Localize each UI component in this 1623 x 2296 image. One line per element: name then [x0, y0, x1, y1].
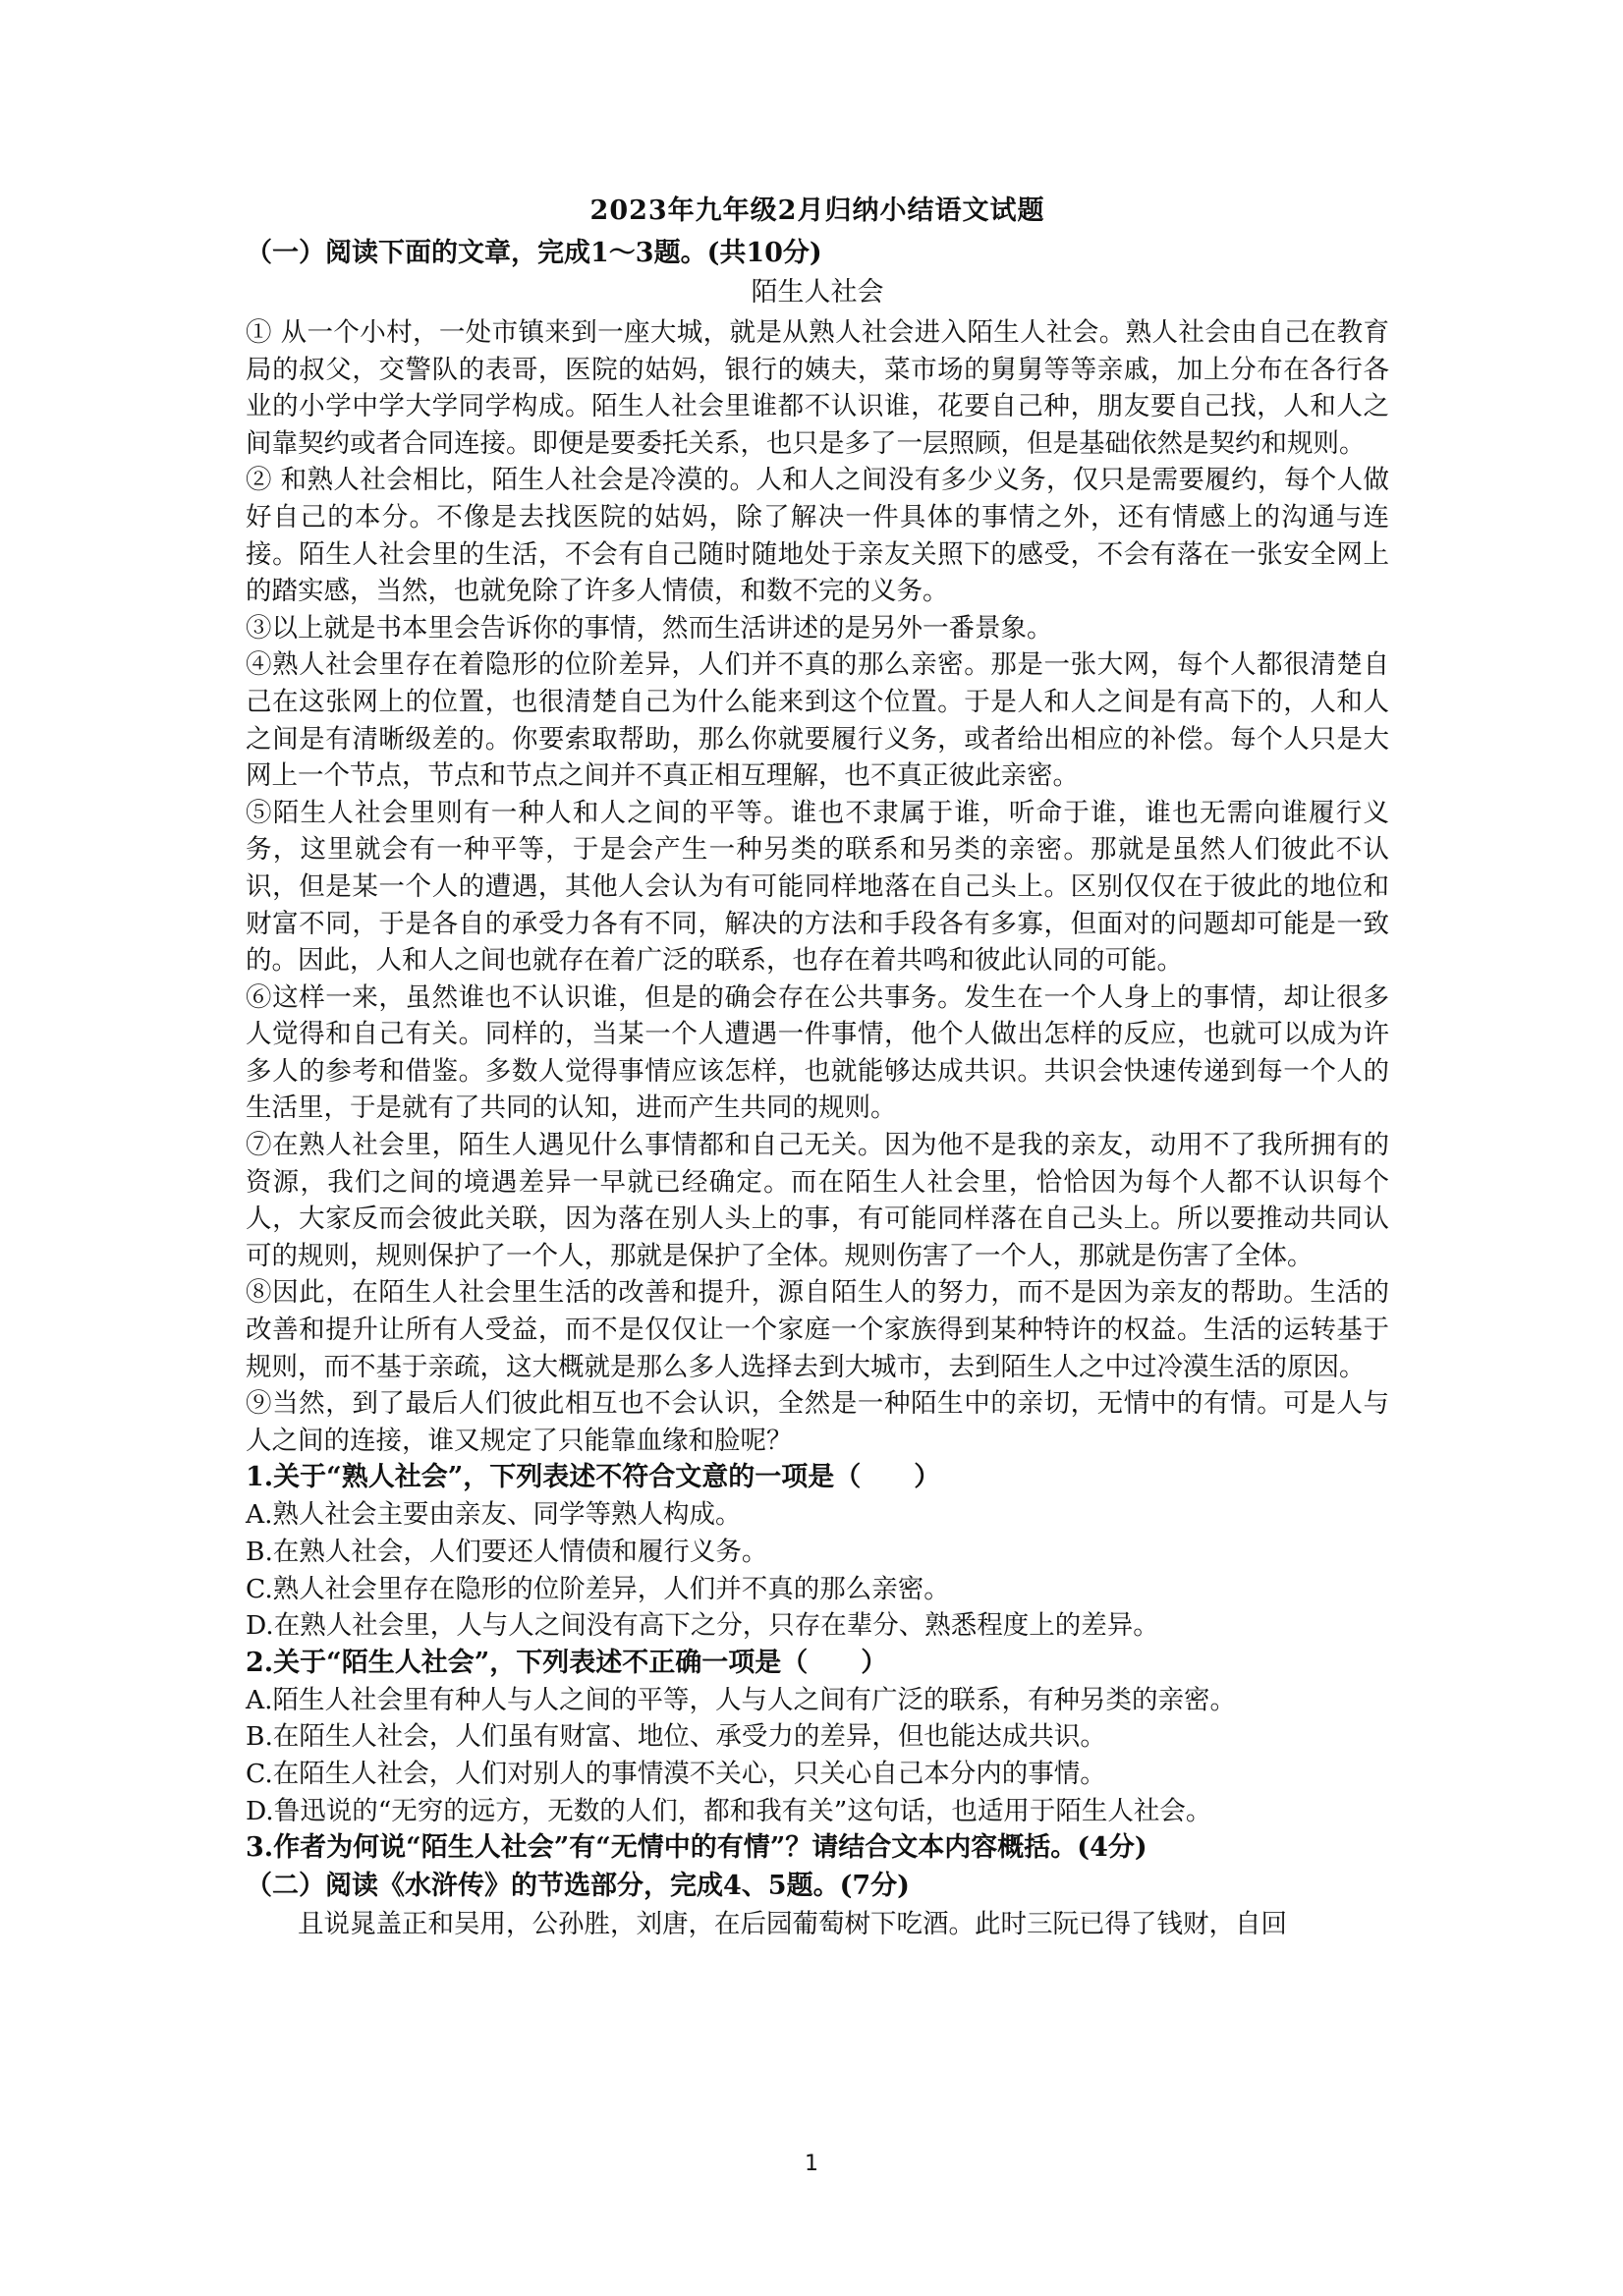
section-2	[246, 1867, 1389, 1943]
article-paragraph-1: ① 从一个小村，一处市镇来到一座大城，就是从熟人社会进入陌生人社会。熟人社会由自己在教育局的叔父，交警队的表哥，医院的姑妈，银行的姨夫，菜市场的舅舅等等亲戚，加上分布在各行各业的小学中学大学同学构成。陌生人社会里谁都不认识谁，花要自己种，朋友要自己找，人和人之间靠契约或者合同连接。即便是要委托关系，也只是多了一层照顾，但是基础依然是契约和规则。	[246, 317, 1389, 459]
question-1	[246, 1459, 1389, 1644]
question-1-option-b: B.在熟人社会，人们要还人情债和履行义务。	[246, 1537, 768, 1567]
question-3	[246, 1829, 1389, 1867]
question-2-option-d: D.鲁迅说的“无穷的远方，无数的人们，都和我有关”这句话，也适用于陌生人社会。	[246, 1795, 1212, 1826]
document-title: 2023年九年级2月归纳小结语文试题	[589, 196, 1045, 226]
article-paragraph-2: ② 和熟人社会相比，陌生人社会是冷漠的。人和人之间没有多少义务，仅只是需要履约，每个人做好自己的本分。不像是去找医院的姑妈，除了解决一件具体的事情之外，还有情感上的沟通与连接。陌生人社会里的生活，不会有自己随时随地处于亲友关照下的感受，不会有落在一张安全网上的踏实感，当然，也就免除了许多人情债，和数不完的义务。	[246, 465, 1389, 607]
question-1-stem: 1.关于“熟人社会”，下列表述不符合文意的一项是（ ）	[246, 1462, 941, 1493]
question-1-option-a: A.熟人社会主要由亲友、同学等熟人构成。	[246, 1499, 742, 1531]
question-1-option-c: C.熟人社会里存在隐形的位阶差异，人们并不真的那么亲密。	[246, 1573, 950, 1604]
section-2-first-line: 且说晁盖正和吴用，公孙胜，刘唐，在后园葡萄树下吃酒。此时三阮已得了钱财，自回	[298, 1909, 1287, 1940]
question-2-option-a: A.陌生人社会里有种人与人之间的平等，人与人之间有广泛的联系，有种另类的亲密。	[246, 1684, 1237, 1715]
article-paragraph-6: ⑥这样一来，虽然谁也不认识谁，但是的确会存在公共事务。发生在一个人身上的事情，却让很多人觉得和自己有关。同样的，当某一个人遭遇一件事情，他个人做出怎样的反应，也就可以成为许多人的参考和借鉴。多数人觉得事情应该怎样，也就能够达成共识。共识会快速传递到每一个人的生活里，于是就有了共同的认知，进而产生共同的规则。	[246, 981, 1389, 1124]
page-number: 1	[805, 2152, 818, 2176]
article-paragraph-9: ⑨当然，到了最后人们彼此相互也不会认识，全然是一种陌生中的亲切，无情中的有情。可是人与人之间的连接，谁又规定了只能靠血缘和脸呢？	[246, 1388, 1389, 1456]
article-title: 陌生人社会	[751, 277, 884, 308]
question-2-option-b: B.在陌生人社会，人们虽有财富、地位、承受力的差异，但也能达成共识。	[246, 1721, 1106, 1753]
question-1-option-d: D.在熟人社会里，人与人之间没有高下之分，只存在辈分、熟悉程度上的差异。	[246, 1610, 1159, 1642]
question-2-option-c: C.在陌生人社会，人们对别人的事情漠不关心，只关心自己本分内的事情。	[246, 1758, 1106, 1789]
question-3-stem: 3.作者为何说“陌生人社会”有“无情中的有情”？请结合文本内容概括。(4分)	[246, 1832, 1147, 1864]
article-paragraph-8: ⑧因此，在陌生人社会里生活的改善和提升，源自陌生人的努力，而不是因为亲友的帮助。生活的改善和提升让所有人受益，而不是仅仅让一个家庭一个家族得到某种特许的权益。生活的运转基于规则，而不基于亲疏，这大概就是那么多人选择去到大城市，去到陌生人之中过冷漠生活的原因。	[246, 1277, 1389, 1382]
article-paragraph-5: ⑤陌生人社会里则有一种人和人之间的平等。谁也不隶属于谁，听命于谁，谁也无需向谁履行义务，这里就会有一种平等，于是会产生一种另类的联系和另类的亲密。那就是虽然人们彼此不认识，但是某一个人的遭遇，其他人会认为有可能同样地落在自己头上。区别仅仅在于彼此的地位和财富不同，于是各自的承受力各有不同，解决的方法和手段各有多寡，但面对的问题却可能是一致的。因此，人和人之间也就存在着广泛的联系，也存在着共鸣和彼此认同的可能。	[246, 797, 1389, 977]
article-paragraph-3: ③以上就是书本里会告诉你的事情，然而生活讲述的是另外一番景象。	[246, 612, 1053, 644]
article-paragraph-4: ④熟人社会里存在着隐形的位阶差异，人们并不真的那么亲密。那是一张大网，每个人都很清楚自己在这张网上的位置，也很清楚自己为什么能来到这个位置。于是人和人之间是有高下的，人和人之间是有清晰级差的。你要索取帮助，那么你就要履行义务，或者给出相应的补偿。每个人只是大网上一个节点，节点和节点之间并不真正相互理解，也不真正彼此亲密。	[246, 649, 1389, 792]
article-paragraph-7: ⑦在熟人社会里，陌生人遇见什么事情都和自己无关。因为他不是我的亲友，动用不了我所拥有的资源，我们之间的境遇差异一早就已经确定。而在陌生人社会里，恰恰因为每个人都不认识每个人，大家反而会彼此关联，因为落在别人头上的事，有可能同样落在自己头上。所以要推动共同认可的规则，规则保护了一个人，那就是保护了全体。规则伤害了一个人，那就是伤害了全体。	[246, 1130, 1389, 1271]
section-1-heading: （一）阅读下面的文章，完成1～3题。(共10分)	[246, 238, 822, 268]
section-1	[246, 234, 1389, 1459]
question-2	[246, 1645, 1389, 1829]
section-2-heading: （二）阅读《水浒传》的节选部分，完成4、5题。(7分)	[246, 1871, 910, 1902]
question-2-stem: 2.关于“陌生人社会”，下列表述不正确一项是（ ）	[246, 1647, 888, 1678]
